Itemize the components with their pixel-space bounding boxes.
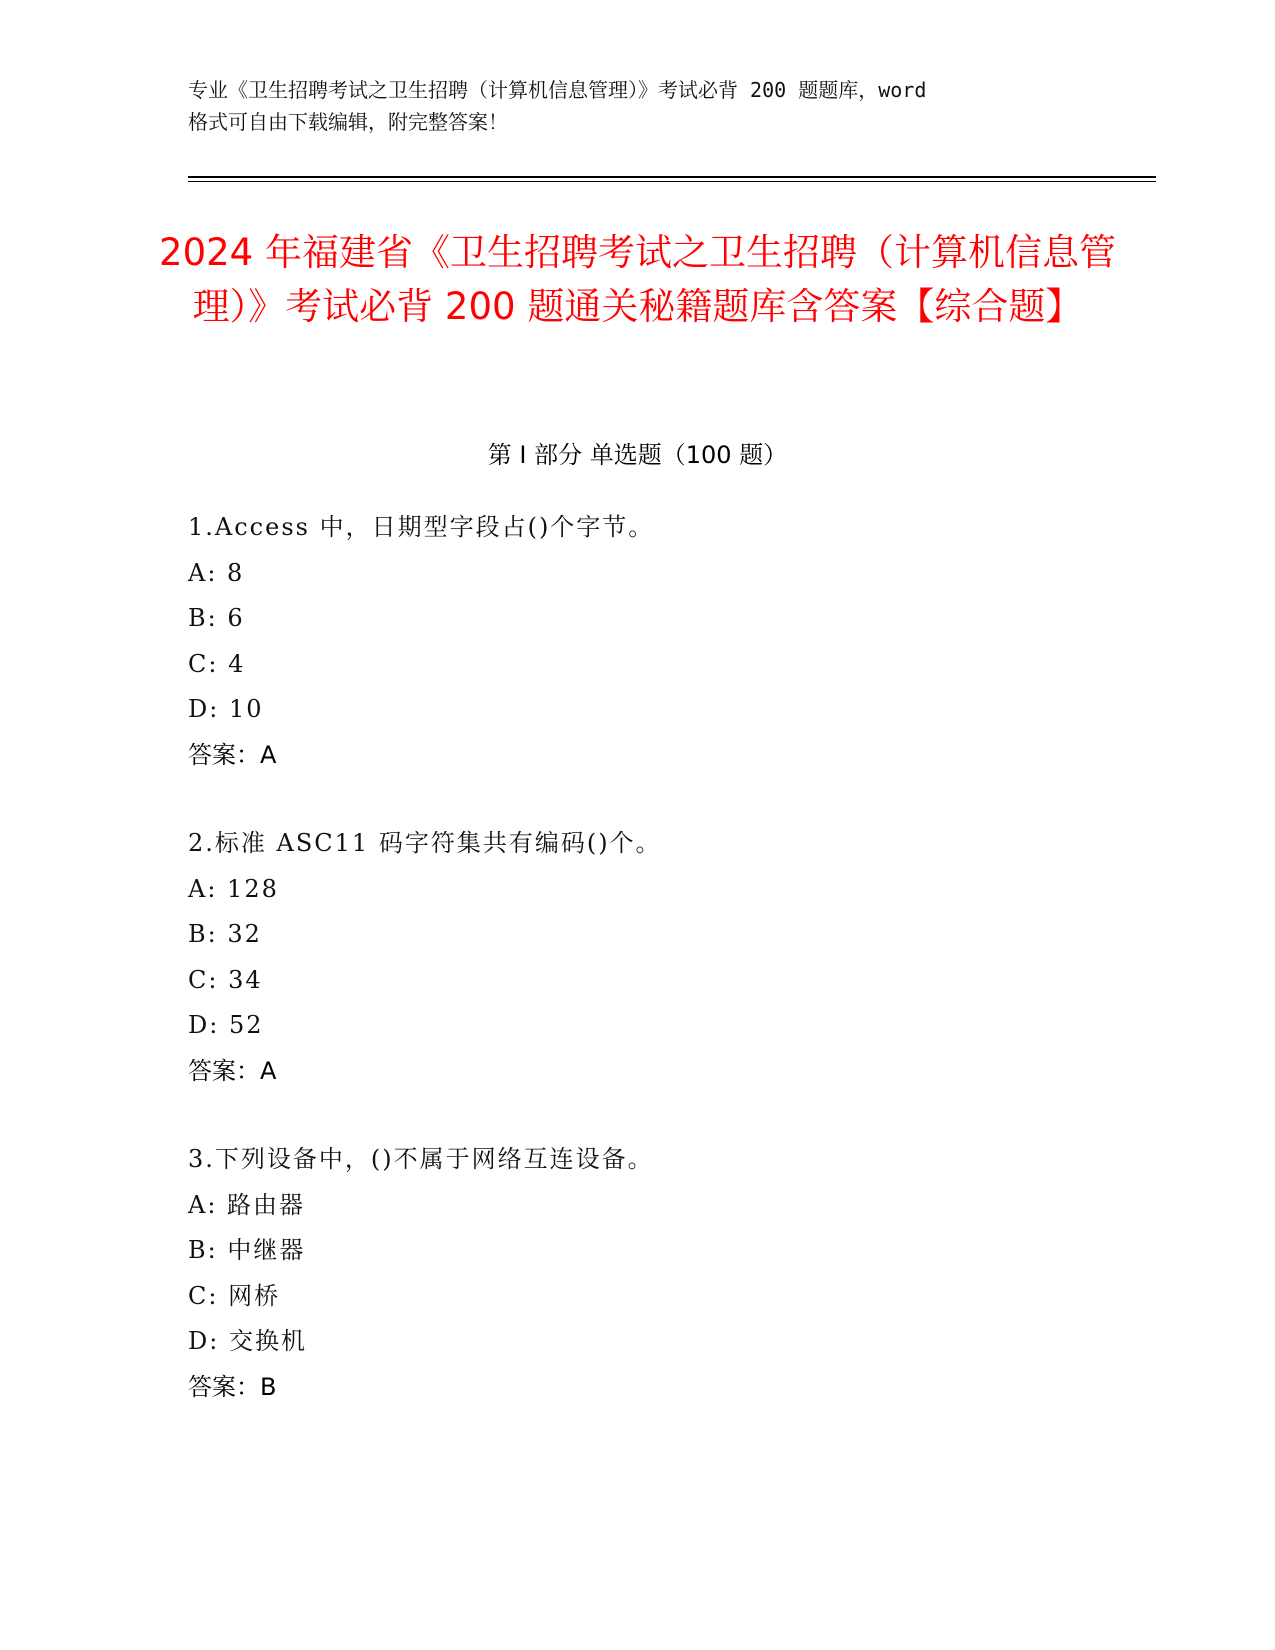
- option-a: A: 路由器: [188, 1190, 306, 1219]
- option-d: D: 交换机: [188, 1327, 307, 1355]
- option-d: D: 52: [188, 1011, 264, 1039]
- question-block: [188, 1137, 1138, 1410]
- question-stem: 2.标准 ASC11 码字符集共有编码()个。: [188, 829, 662, 857]
- question-block: [188, 505, 1138, 778]
- option-c: C: 4: [188, 649, 246, 678]
- question-block: [188, 821, 1138, 1094]
- answer: 答案：B: [188, 1372, 277, 1401]
- document-title: 2024 年福建省《卫生招聘考试之卫生招聘（计算机信息管理）》考试必背 200 题通关秘籍题库含答案【综合题】: [159, 231, 1116, 328]
- header-note: 专业《卫生招聘考试之卫生招聘（计算机信息管理）》考试必背 200 题题库，word 格式可自由下载编辑，附完整答案！: [188, 78, 927, 134]
- header-rule-thick: [188, 176, 1156, 178]
- option-c: C: 网桥: [188, 1281, 281, 1310]
- option-b: B: 32: [188, 920, 262, 948]
- answer: 答案：A: [188, 1056, 277, 1085]
- header-rule-thin: [188, 181, 1156, 182]
- question-stem: 3.下列设备中，()不属于网络互连设备。: [188, 1145, 654, 1173]
- option-a: A: 8: [188, 558, 245, 587]
- option-a: A: 128: [188, 874, 279, 903]
- option-d: D: 10: [188, 695, 264, 723]
- question-stem: 1.Access 中，日期型字段占()个字节。: [188, 513, 655, 541]
- section-title: 第 I 部分 单选题（100 题）: [487, 441, 788, 469]
- answer: 答案：A: [188, 740, 277, 769]
- option-b: B: 中继器: [188, 1236, 306, 1264]
- option-c: C: 34: [188, 965, 263, 994]
- option-b: B: 6: [188, 604, 245, 632]
